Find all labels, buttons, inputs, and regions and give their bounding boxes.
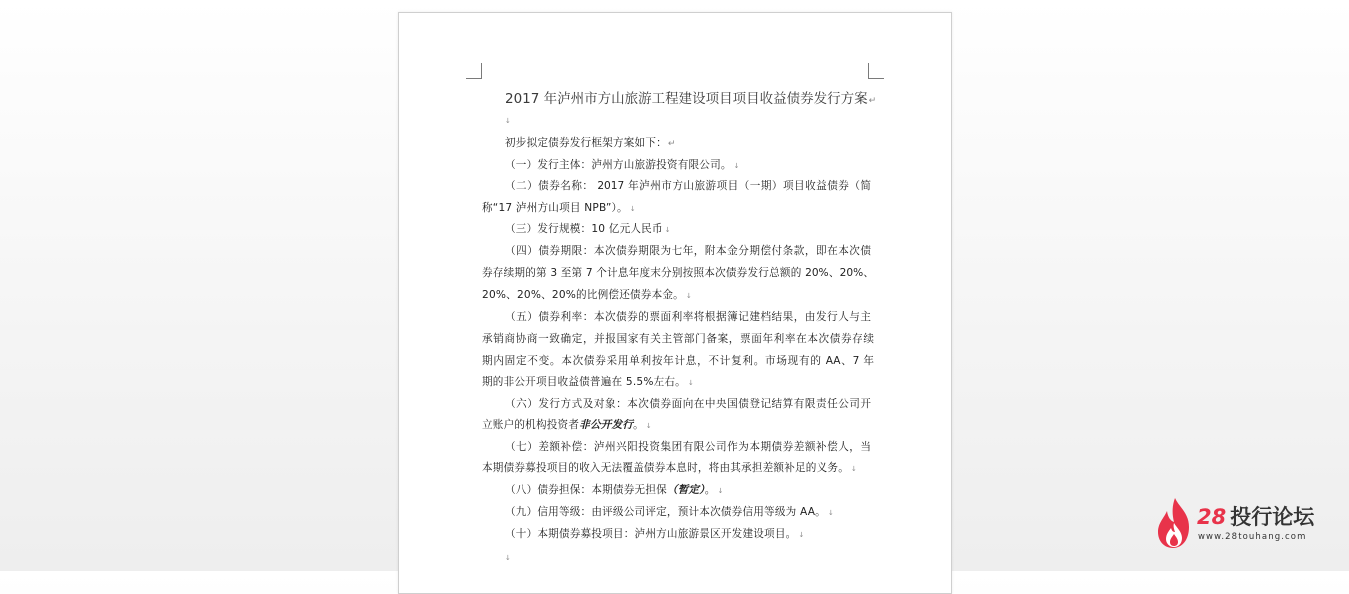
emphasis-text: 非公开发行 bbox=[579, 419, 634, 431]
item-7-line-2[interactable]: 本期债券募投项目的收入无法覆盖债券本息时，将由其承担差额补足的义务。 ↓ bbox=[482, 462, 858, 474]
paragraph-mark-icon: ↓ bbox=[629, 205, 636, 213]
item-2-line-1[interactable]: （二）债券名称： 2017 年泸州市方山旅游项目（一期）项目收益债券（简 bbox=[505, 180, 871, 192]
document-page bbox=[398, 12, 952, 594]
emphasis-text: （暂定） bbox=[666, 484, 705, 496]
intro-line[interactable]: 初步拟定债券发行框架方案如下：↵ bbox=[505, 137, 676, 149]
item-5-line-3[interactable]: 期内固定不变。本次债券采用单利按年计息，不计复利。市场现有的 AA、7 年 bbox=[482, 355, 874, 367]
logo-title: 28 投行论坛 bbox=[1197, 505, 1315, 529]
item-3-line[interactable]: （三）发行规模：10 亿元人民币 ↓ bbox=[505, 223, 671, 235]
paragraph-mark-icon: ↓ bbox=[664, 226, 671, 234]
item-6-line-1[interactable]: （六）发行方式及对象：本次债券面向在中央国债登记结算有限责任公司开 bbox=[505, 398, 871, 410]
item-4-line-3[interactable]: 20%、20%、20%的比例偿还债券本金。 ↓ bbox=[482, 289, 693, 301]
paragraph-mark-icon: ↓ bbox=[733, 162, 740, 170]
item-6-line-2[interactable]: 立账户的机构投资者非公开发行。 ↓ bbox=[482, 419, 652, 431]
empty-paragraph-mark-icon: ↓ bbox=[505, 554, 511, 562]
margin-corner-top-right bbox=[868, 63, 884, 79]
paragraph-mark-icon: ↓ bbox=[798, 531, 805, 539]
item-4-line-1[interactable]: （四）债券期限：本次债券期限为七年，附本金分期偿付条款，即在本次债 bbox=[505, 245, 871, 257]
item-10-line[interactable]: （十）本期债券募投项目：泸州方山旅游景区开发建设项目。 ↓ bbox=[505, 528, 805, 540]
margin-corner-top-left bbox=[466, 63, 482, 79]
item-4-line-2[interactable]: 券存续期的第 3 至第 7 个计息年度末分别按照本次债券发行总额的 20%、20%、 bbox=[482, 267, 874, 279]
paragraph-mark-icon: ↓ bbox=[685, 292, 693, 300]
item-7-line-1[interactable]: （七）差额补偿：泸州兴阳投资集团有限公司作为本期债券差额补偿人，当 bbox=[505, 441, 871, 453]
paragraph-mark-icon: ↵ bbox=[868, 96, 877, 106]
logo-url: www.28touhang.com bbox=[1198, 532, 1307, 542]
document-title[interactable]: 2017 年泸州市方山旅游工程建设项目项目收益债券发行方案↵ bbox=[505, 91, 877, 107]
item-5-line-2[interactable]: 承销商协商一致确定，并报国家有关主管部门备案，票面年利率在本次债券存续 bbox=[482, 333, 874, 345]
item-8-line[interactable]: （八）债券担保：本期债券无担保（暂定）。 ↓ bbox=[505, 484, 724, 496]
empty-paragraph-mark-icon: ↓ bbox=[505, 117, 511, 125]
item-2-line-2[interactable]: 称“17 泸州方山项目 NPB”）。 ↓ bbox=[482, 202, 636, 214]
paragraph-mark-icon: ↓ bbox=[850, 465, 858, 473]
flame-logo-icon bbox=[1155, 497, 1195, 549]
item-1-line[interactable]: （一）发行主体：泸州方山旅游投资有限公司。 ↓ bbox=[505, 159, 740, 171]
paragraph-mark-icon: ↓ bbox=[827, 509, 835, 517]
paragraph-mark-icon: ↓ bbox=[645, 422, 652, 430]
paragraph-mark-icon: ↵ bbox=[667, 139, 676, 149]
item-5-line-1[interactable]: （五）债券利率：本次债券的票面利率将根据簿记建档结果，由发行人与主 bbox=[505, 311, 871, 323]
paragraph-mark-icon: ↓ bbox=[717, 487, 724, 495]
item-9-line[interactable]: （九）信用等级：由评级公司评定，预计本次债券信用等级为 AA。 ↓ bbox=[505, 506, 835, 518]
watermark-logo[interactable] bbox=[1155, 497, 1335, 549]
item-5-line-4[interactable]: 期的非公开项目收益债普遍在 5.5%左右。 ↓ bbox=[482, 376, 695, 388]
paragraph-mark-icon: ↓ bbox=[687, 379, 695, 387]
